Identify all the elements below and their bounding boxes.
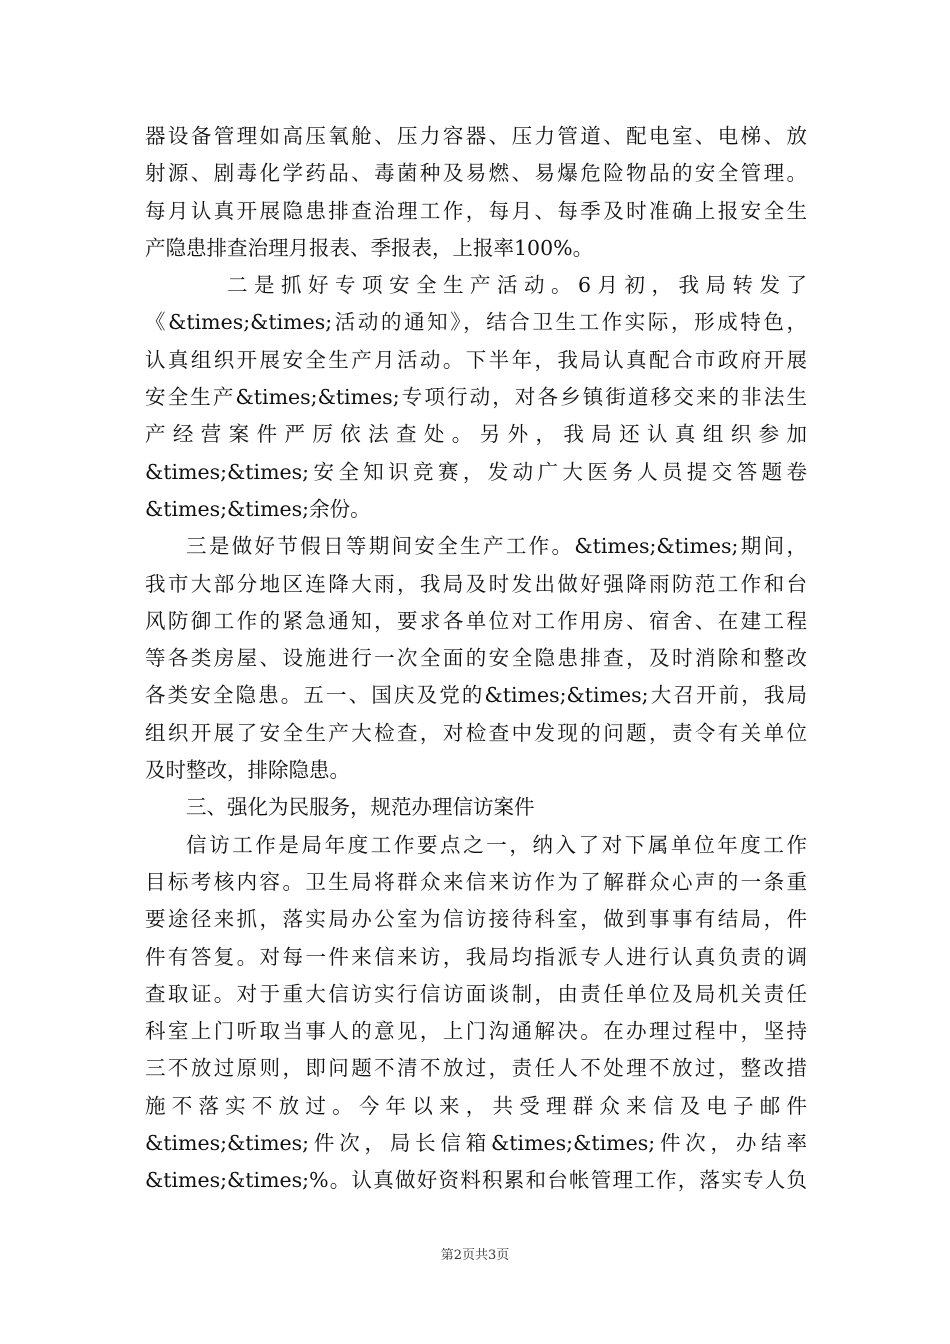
text-line: 安全生产&times;&times;专项行动，对各乡镇街道移交来的非法生 — [145, 385, 807, 410]
text-line: 目标考核内容。卫生局将群众来信来访作为了解群众心声的一条重 — [145, 869, 807, 894]
text-line: 器设备管理如高压氧舱、压力容器、压力管道、配电室、电梯、放 — [145, 124, 807, 148]
text-line: &times;&times;%。认真做好资料积累和台帐管理工作，落实专人负 — [145, 1168, 807, 1193]
text-line: 及时整改，排除隐患。 — [145, 758, 350, 783]
text-line: 等各类房屋、设施进行一次全面的安全隐患排查，及时消除和整改 — [145, 646, 807, 671]
paragraph-start-line: 信访工作是局年度工作要点之一，纳入了对下属单位年度工作 — [186, 832, 807, 857]
section-heading: 三、强化为民服务，规范办理信访案件 — [186, 795, 535, 820]
page-footer — [0, 1244, 950, 1263]
page-number: 第2页共3页 — [440, 1248, 510, 1263]
text-line: 要途径来抓，落实局办公室为信访接待科室，做到事事有结局，件 — [145, 907, 807, 932]
document-body — [145, 118, 807, 1200]
text-line: 我市大部分地区连降大雨，我局及时发出做好强降雨防范工作和台 — [145, 571, 807, 596]
text-line: 风防御工作的紧急通知，要求各单位对工作用房、宿舍、在建工程 — [145, 608, 807, 633]
text-line: 认真组织开展安全生产月活动。下半年，我局认真配合市政府开展 — [145, 347, 807, 372]
text-line: 件有答复。对每一件来信来访，我局均指派专人进行认真负责的调 — [145, 944, 807, 969]
text-line: 查取证。对于重大信访实行信访面谈制，由责任单位及局机关责任 — [145, 981, 807, 1006]
text-line: 《&times;&times;活动的通知》，结合卫生工作实际，形成特色， — [145, 310, 807, 335]
text-line: 射源、剧毒化学药品、毒菌种及易燃、易爆危险物品的安全管理。 — [145, 161, 807, 186]
text-line: 各类安全隐患。五一、国庆及党的&times;&times;大召开前，我局 — [145, 683, 807, 708]
text-line: 组织开展了安全生产大检查，对检查中发现的问题，责令有关单位 — [145, 720, 807, 745]
paragraph-start-line: 二是抓好专项安全生产活动。6月初，我局转发了 — [227, 273, 807, 298]
text-line: 科室上门听取当事人的意见，上门沟通解决。在办理过程中，坚持 — [145, 1019, 807, 1044]
text-line: &times;&times;件次，局长信箱&times;&times;件次，办结率 — [145, 1131, 807, 1156]
text-line: 每月认真开展隐患排查治理工作，每月、每季及时准确上报安全生 — [145, 198, 807, 223]
text-line: &times;&times;安全知识竞赛，发动广大医务人员提交答题卷 — [145, 459, 807, 484]
text-line: 施不落实不放过。今年以来，共受理群众来信及电子邮件 — [145, 1093, 807, 1118]
text-line: 三不放过原则，即问题不清不放过，责任人不处理不放过，整改措 — [145, 1056, 807, 1081]
text-line: &times;&times;余份。 — [145, 496, 371, 521]
text-line: 产隐患排查治理月报表、季报表，上报率100%。 — [145, 235, 594, 260]
text-line: 产经营案件严厉依法查处。另外，我局还认真组织参加 — [145, 422, 807, 447]
paragraph-start-line: 三是做好节假日等期间安全生产工作。&times;&times;期间， — [186, 534, 807, 559]
